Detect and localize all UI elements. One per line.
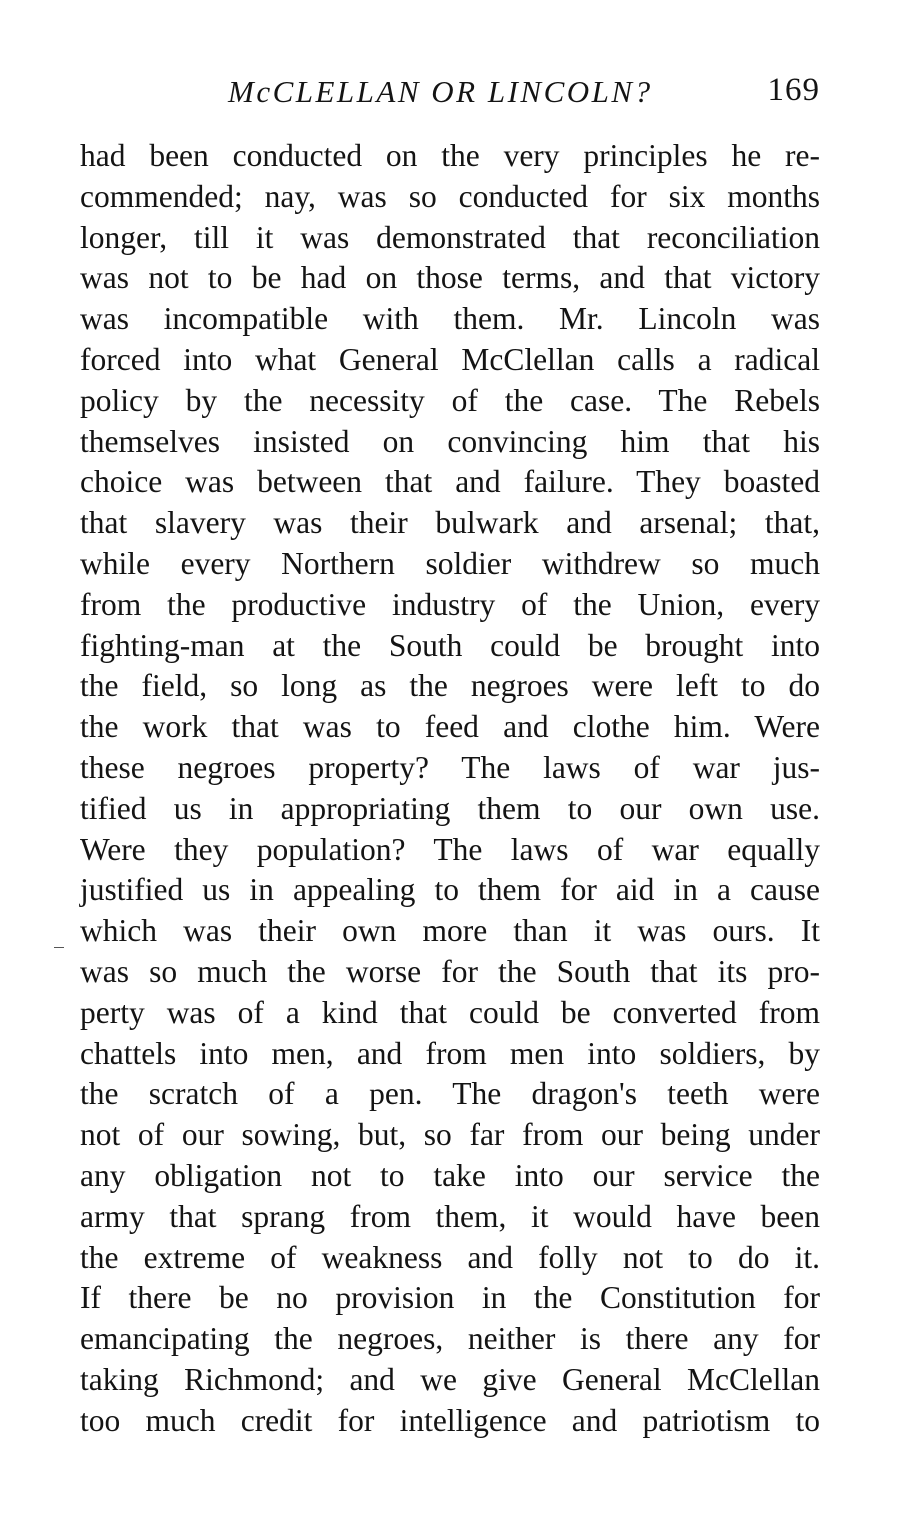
margin-mark <box>54 947 64 948</box>
text-line: the scratch of a pen. The dragon's teeth were <box>80 1076 820 1112</box>
text-line: commended; nay, was so conducted for six months <box>80 178 820 214</box>
text-line: justified us in appealing to them for aid in a cause <box>80 872 820 908</box>
text-line: emancipating the negroes, neither is there any for <box>80 1321 820 1357</box>
text-line: choice was between that and failure. They boasted <box>80 464 820 500</box>
text-line: the work that was to feed and clothe him. Were <box>80 709 820 745</box>
page-number: 169 <box>767 72 820 108</box>
running-title: McCLELLAN OR LINCOLN? <box>228 74 653 109</box>
text-line: not of our sowing, but, so far from our being under <box>80 1117 820 1153</box>
text-line: was incompatible with them. Mr. Lincoln was <box>80 301 820 337</box>
text-line: tified us in appropriating them to our own use. <box>80 790 820 826</box>
text-line: longer, till it was demonstrated that reconciliation <box>80 219 820 255</box>
text-line: which was their own more than it was ours. It <box>80 913 820 949</box>
text-line: while every Northern soldier withdrew so much <box>80 545 820 581</box>
text-line: too much credit for intelligence and patriotism to <box>80 1402 820 1438</box>
text-line: policy by the necessity of the case. The Rebels <box>80 382 820 418</box>
text-line: from the productive industry of the Union, every <box>80 586 820 622</box>
text-line: taking Richmond; and we give General McClellan <box>80 1361 820 1397</box>
text-line: these negroes property? The laws of war jus- <box>80 749 820 785</box>
text-line: had been conducted on the very principles he re- <box>80 138 820 173</box>
text-line: the field, so long as the negroes were left to do <box>80 668 820 704</box>
text-line: the extreme of weakness and folly not to do it. <box>80 1239 820 1275</box>
text-line: that slavery was their bulwark and arsenal; that, <box>80 505 820 541</box>
text-line: army that sprang from them, it would have been <box>80 1198 820 1234</box>
body-text <box>80 136 820 1442</box>
text-line: fighting-man at the South could be brought into <box>80 627 820 663</box>
page-header <box>80 72 820 116</box>
text-line: was so much the worse for the South that its pro- <box>80 953 820 989</box>
text-line: themselves insisted on convincing him that his <box>80 423 820 459</box>
text-line: chattels into men, and from men into soldiers, by <box>80 1035 820 1071</box>
text-line: Were they population? The laws of war equally <box>80 831 820 867</box>
text-line: was not to be had on those terms, and that victory <box>80 260 820 296</box>
text-line: any obligation not to take into our service the <box>80 1157 820 1193</box>
text-line: forced into what General McClellan calls a radical <box>80 341 820 377</box>
text-line: perty was of a kind that could be converted from <box>80 994 820 1030</box>
text-line: If there be no provision in the Constitution for <box>80 1280 820 1316</box>
